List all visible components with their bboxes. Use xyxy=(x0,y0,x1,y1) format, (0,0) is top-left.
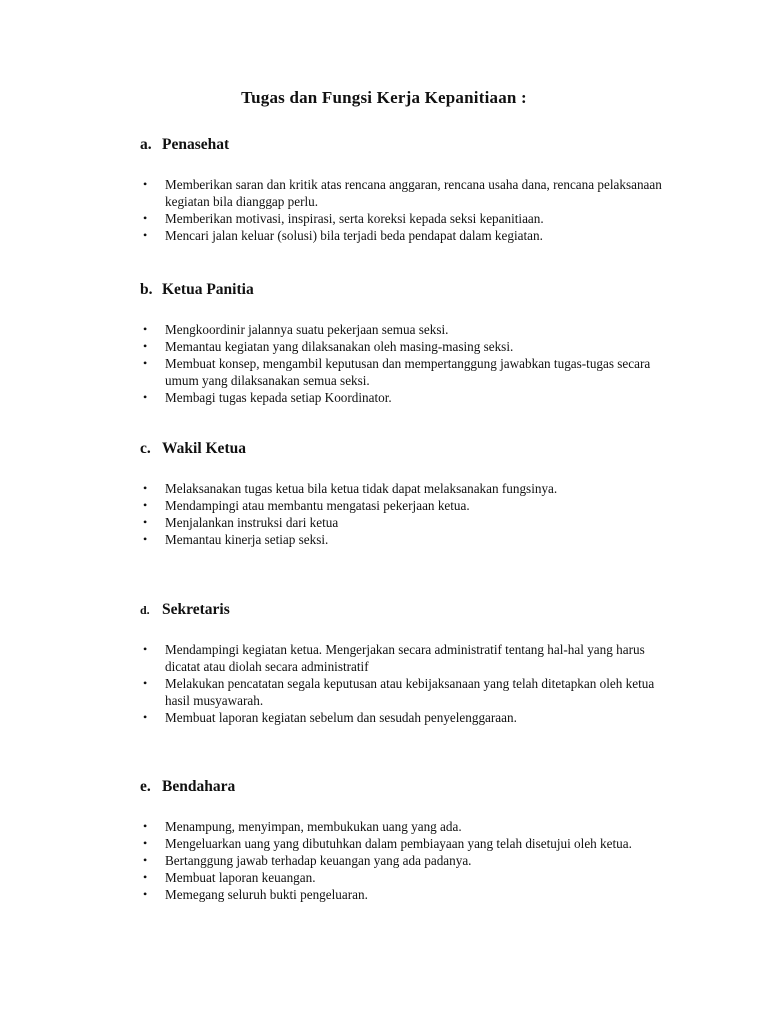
section-bendahara xyxy=(140,778,680,903)
list-item: • Membuat konsep, mengambil keputusan dan mempertanggung jawabkan tugas-tugas secara umum yang dilaksanakan semua seksi. xyxy=(143,356,651,388)
list-item: • Memantau kegiatan yang dilaksanakan oleh masing-masing seksi. xyxy=(143,339,514,354)
section-sekretaris xyxy=(140,601,680,726)
bullet-icon: • xyxy=(143,177,148,191)
bullet-icon: • xyxy=(143,339,148,353)
list-item: • Mendampingi atau membantu mengatasi pekerjaan ketua. xyxy=(143,498,470,513)
list-item: • Membuat laporan kegiatan sebelum dan sesudah penyelenggaraan. xyxy=(143,710,517,725)
list-item: • Mendampingi kegiatan ketua. Mengerjakan secara administratif tentang hal-hal yang harus dicatat atau diolah secara administratif xyxy=(143,642,645,674)
section-title: Wakil Ketua xyxy=(162,440,246,457)
item-list xyxy=(140,641,680,726)
section-title: Sekretaris xyxy=(162,601,230,618)
section-ketua-panitia xyxy=(140,281,680,406)
section-heading xyxy=(140,440,680,458)
section-heading xyxy=(140,601,680,619)
list-item: • Bertanggung jawab terhadap keuangan yang ada padanya. xyxy=(143,853,472,868)
list-item: • Memegang seluruh bukti pengeluaran. xyxy=(143,887,368,902)
list-item: • Memberikan saran dan kritik atas rencana anggaran, rencana usaha dana, rencana pelaksanaan kegiatan bila dianggap perlu. xyxy=(143,177,662,209)
bullet-icon: • xyxy=(143,515,148,529)
section-heading xyxy=(140,778,680,796)
bullet-icon: • xyxy=(143,322,148,336)
bullet-icon: • xyxy=(143,887,148,901)
section-heading xyxy=(140,136,680,154)
bullet-icon: • xyxy=(143,870,148,884)
bullet-icon: • xyxy=(143,676,148,690)
section-letter: d. xyxy=(140,603,150,617)
list-item: • Membuat laporan keuangan. xyxy=(143,870,316,885)
bullet-icon: • xyxy=(143,853,148,867)
section-title: Penasehat xyxy=(162,136,230,153)
item-list xyxy=(140,321,680,406)
section-heading xyxy=(140,281,680,299)
section-penasehat xyxy=(140,136,680,244)
section-title: Ketua Panitia xyxy=(162,281,254,298)
list-item: • Mengkoordinir jalannya suatu pekerjaan semua seksi. xyxy=(143,322,449,337)
section-letter: a. xyxy=(140,136,152,153)
list-item: • Memantau kinerja setiap seksi. xyxy=(143,532,329,547)
bullet-icon: • xyxy=(143,228,148,242)
list-item: • Menampung, menyimpan, membukukan uang yang ada. xyxy=(143,819,462,834)
list-item: • Melaksanakan tugas ketua bila ketua tidak dapat melaksanakan fungsinya. xyxy=(143,481,558,496)
item-list xyxy=(140,480,680,548)
bullet-icon: • xyxy=(143,836,148,850)
bullet-icon: • xyxy=(143,356,148,370)
list-item: • Membagi tugas kepada setiap Koordinator. xyxy=(143,390,392,405)
item-list xyxy=(140,818,680,903)
bullet-icon: • xyxy=(143,819,148,833)
bullet-icon: • xyxy=(143,710,148,724)
section-letter: c. xyxy=(140,440,151,457)
bullet-icon: • xyxy=(143,642,148,656)
bullet-icon: • xyxy=(143,498,148,512)
section-letter: b. xyxy=(140,281,153,298)
list-item: • Mengeluarkan uang yang dibutuhkan dalam pembiayaan yang telah disetujui oleh ketua. xyxy=(143,836,632,851)
document-title: Tugas dan Fungsi Kerja Kepanitiaan : xyxy=(241,88,527,107)
list-item: • Menjalankan instruksi dari ketua xyxy=(143,515,339,530)
list-item: • Melakukan pencatatan segala keputusan atau kebijaksanaan yang telah ditetapkan oleh ketua hasil musyawarah. xyxy=(143,676,655,708)
bullet-icon: • xyxy=(143,390,148,404)
section-letter: e. xyxy=(140,778,151,795)
list-item: • Mencari jalan keluar (solusi) bila terjadi beda pendapat dalam kegiatan. xyxy=(143,228,543,243)
bullet-icon: • xyxy=(143,532,148,546)
section-title: Bendahara xyxy=(162,778,236,795)
item-list xyxy=(140,176,680,244)
section-wakil-ketua xyxy=(140,440,680,548)
bullet-icon: • xyxy=(143,211,148,225)
list-item: • Memberikan motivasi, inspirasi, serta koreksi kepada seksi kepanitiaan. xyxy=(143,211,544,226)
bullet-icon: • xyxy=(143,481,148,495)
